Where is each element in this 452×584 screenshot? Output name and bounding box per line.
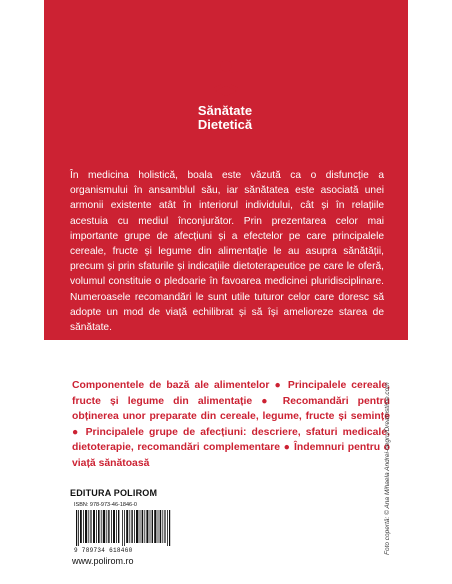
brand-emblem-icon [112, 58, 340, 108]
isbn: ISBN: 978-973-46-1846-0 [74, 502, 137, 508]
brand-logo [0, 0, 452, 142]
contents-list: Componentele de bază ale alimentelor ● Principalele cereale, fructe și legume din alimentație ● Recomandări pentru obținerea unor preparate din cereale, legume, fructe și semințe ● Principalele grupe de afecțiuni: descriere, sfaturi medicale, dietoterapie, recomandări complementare ● Îndemnuri pentru o viață sănătoasă [72, 380, 390, 469]
barcode-number: 9 789734 618460 [74, 547, 133, 554]
barcode-icon [76, 510, 176, 546]
photo-credit: Foto copertă: © Ana Mihaela Andrei-negru/Dreamstime.com [384, 382, 391, 555]
brand-line-1: Sănătate [197, 103, 253, 118]
brand-name [150, 104, 300, 132]
book-description: În medicina holistică, boala este văzută ca o disfuncție a organismului în ansamblul său, iar sănătatea este asociată unei armonii existente atât în interiorul individului, cât și în relațiile acestuia cu mediul înconjurător. Prin prezentarea celor mai importante grupe de afecțiuni și a efectelor pe care principalele cereale, fructe și legume din alimentație le au asupra sănătății, precum și prin sfaturile și indicațiile dietoterapeutice pe care le oferă, volumul constituie o pledoarie în favoarea medicinei pluridisciplinare. Numeroasele recomandări le sunt utile tuturor celor care doresc să adopte un mod de viață echilibrat și să își amelioreze starea de sănătate. [70, 170, 384, 334]
publisher-name: EDITURA POLIROM [70, 488, 158, 498]
brand-line-2: Dietetică [197, 117, 253, 132]
publisher-website[interactable]: www.polirom.ro [72, 556, 134, 566]
